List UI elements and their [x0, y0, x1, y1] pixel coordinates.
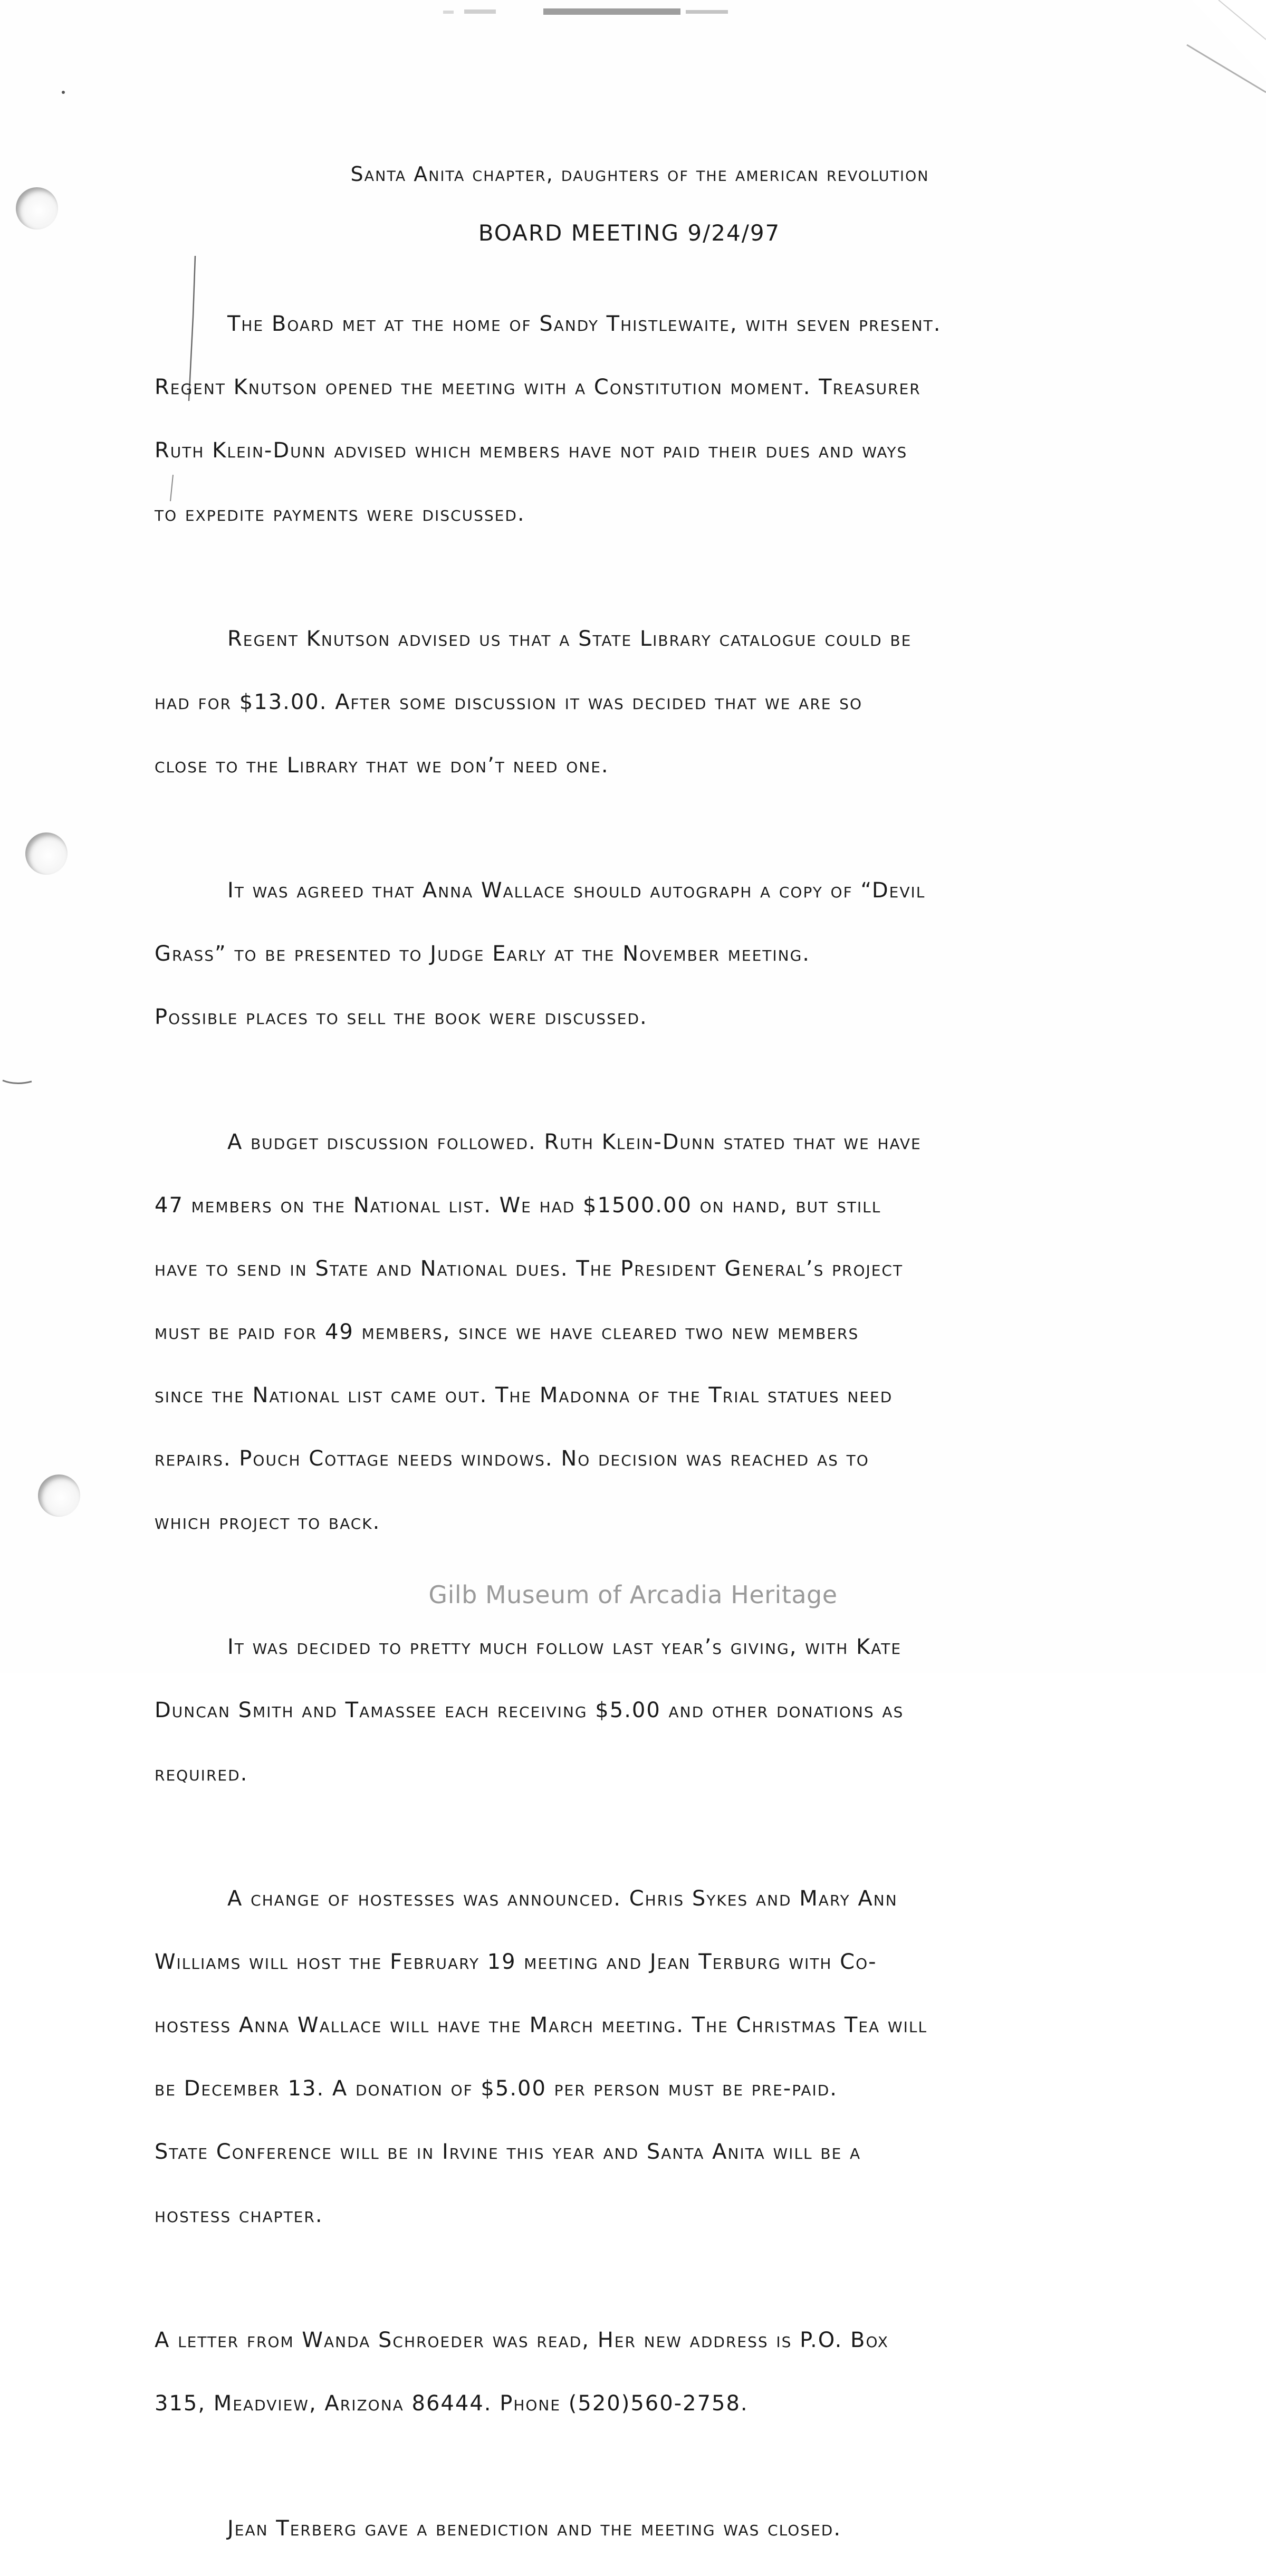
- scan-mark-left: [0, 1076, 42, 1087]
- text-line: 47 members on the National list. We had $1500.00 on hand, but still: [155, 1193, 881, 1218]
- paragraph-closing: [155, 2481, 1136, 2576]
- museum-watermark: Gilb Museum of Arcadia Heritage: [428, 1581, 838, 1609]
- text-line: Regent Knutson opened the meeting with a Constitution moment. Treasurer: [155, 375, 921, 399]
- text-line: hostess chapter.: [155, 2203, 323, 2227]
- text-line: Ruth Klein-Dunn advised which members have not paid their dues and ways: [155, 438, 908, 463]
- text-line: A letter from Wanda Schroeder was read, Her new address is P.O. Box: [155, 2328, 889, 2352]
- text-line: State Conference will be in Irvine this year and Santa Anita will be a: [155, 2140, 861, 2164]
- folded-corner: [1171, 0, 1266, 106]
- text-line: The Board met at the home of Sandy Thistlewaite, with seven present.: [227, 312, 942, 336]
- paragraph-attendance: [155, 276, 1136, 561]
- punch-hole-top: [16, 187, 58, 229]
- text-line: It was decided to pretty much follow last year’s giving, with Kate: [227, 1635, 902, 1659]
- text-line: be December 13. A donation of $5.00 per person must be pre-paid.: [155, 2076, 838, 2101]
- text-line: Regent Knutson advised us that a State Library catalogue could be: [227, 627, 912, 651]
- text-line: required.: [155, 1761, 248, 1786]
- punch-hole-bottom: [38, 1474, 80, 1517]
- paragraph-library-catalogue: [155, 591, 1136, 813]
- text-line: which project to back.: [155, 1510, 381, 1534]
- paragraph-hostesses: [155, 1851, 1136, 2263]
- text-line: Jean Terberg gave a benediction and the meeting was closed.: [227, 2516, 842, 2541]
- text-line: 315, Meadview, Arizona 86444. Phone (520)560-2758.: [155, 2391, 749, 2416]
- text-line: repairs. Pouch Cottage needs windows. No decision was reached as to: [155, 1447, 869, 1471]
- chapter-heading: Santa Anita chapter, daughters of the american revolution: [350, 162, 929, 186]
- text-line: Grass” to be presented to Judge Early at the November meeting.: [155, 942, 810, 966]
- meeting-title: BOARD MEETING 9/24/97: [478, 220, 781, 246]
- paragraph-budget: [155, 1095, 1136, 1569]
- paragraph-letter: [155, 2293, 1136, 2451]
- text-line: to expedite payments were discussed.: [155, 502, 525, 526]
- scan-speck: [58, 87, 69, 98]
- punch-hole-middle: [25, 832, 68, 875]
- text-line: It was agreed that Anna Wallace should autograph a copy of “Devil: [227, 878, 926, 903]
- text-line: A budget discussion followed. Ruth Klein-Dunn stated that we have: [227, 1130, 922, 1154]
- text-line: since the National list came out. The Madonna of the Trial statues need: [155, 1383, 893, 1407]
- text-line: Duncan Smith and Tamassee each receiving $5.00 and other donations as: [155, 1698, 904, 1722]
- text-line: Possible places to sell the book were discussed.: [155, 1005, 648, 1029]
- text-line: Williams will host the February 19 meeting and Jean Terburg with Co-: [155, 1950, 877, 1974]
- scan-artifact-top: [443, 7, 749, 17]
- meeting-minutes: [155, 158, 1136, 2576]
- text-line: A change of hostesses was announced. Chris Sykes and Mary Ann: [227, 1886, 898, 1911]
- text-line: close to the Library that we don’t need one.: [155, 753, 609, 778]
- paragraph-devil-grass: [155, 843, 1136, 1065]
- text-line: must be paid for 49 members, since we have cleared two new members: [155, 1320, 859, 1344]
- text-line: hostess Anna Wallace will have the March meeting. The Christmas Tea will: [155, 2013, 928, 2037]
- text-line: have to send in State and National dues. The President General’s project: [155, 1257, 904, 1281]
- text-line: had for $13.00. After some discussion it was decided that we are so: [155, 690, 862, 714]
- paragraph-giving: [155, 1600, 1136, 1821]
